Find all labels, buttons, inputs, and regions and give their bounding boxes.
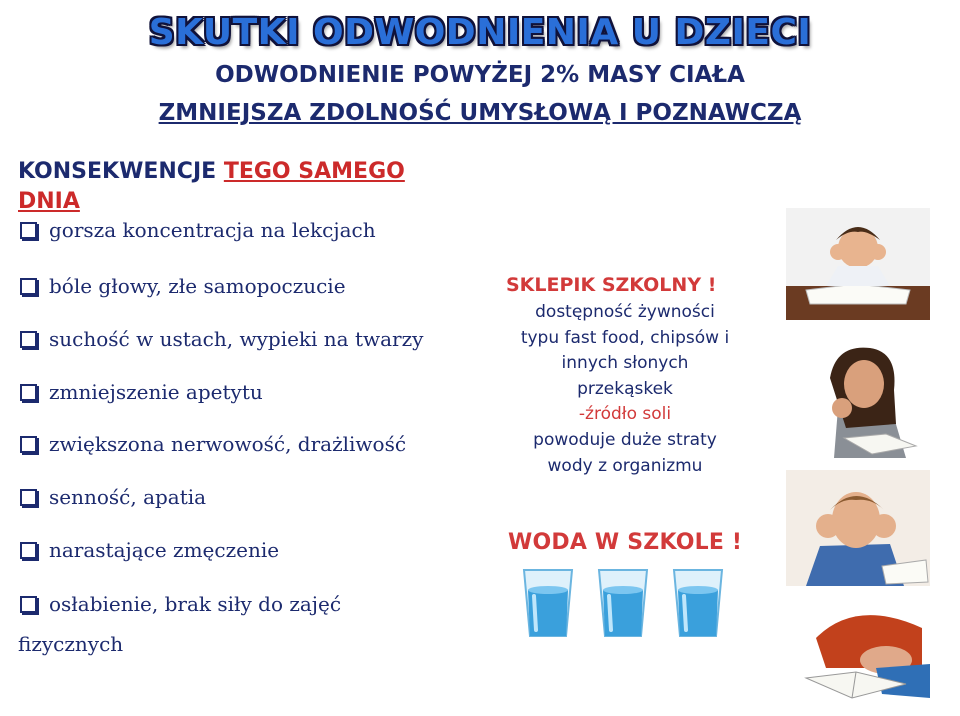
list-item: suchość w ustach, wypieki na twarzy (20, 327, 423, 351)
list-item-continuation: fizycznych (18, 632, 124, 656)
school-shop-heading: SKLEPIK SZKOLNY ! (506, 274, 717, 296)
checkbox-bullet-icon (20, 542, 37, 559)
checkbox-bullet-icon (20, 489, 37, 506)
water-glass-icon (595, 566, 651, 640)
checkbox-bullet-icon (20, 331, 37, 348)
checkbox-bullet-icon (20, 384, 37, 401)
list-item: senność, apatia (20, 485, 206, 509)
checkbox-bullet-icon (20, 436, 37, 453)
consequences-heading-highlight-2: DNIA (18, 189, 80, 214)
consequences-heading-highlight-1: TEGO SAMEGO (223, 159, 405, 184)
list-item: osłabienie, brak siły do zajęć (20, 592, 341, 616)
page-title: SKUTKI ODWODNIENIA U DZIECI (148, 12, 812, 53)
subtitle-line-1: ODWODNIENIE POWYŻEJ 2% MASY CIAŁA (215, 62, 745, 88)
checkbox-bullet-icon (20, 596, 37, 613)
list-item: zwiększona nerwowość, drażliwość (20, 432, 406, 456)
bored-girl-photo (786, 338, 930, 458)
checkbox-bullet-icon (20, 278, 37, 295)
boy-holding-head-photo (786, 470, 930, 586)
subtitle-line-2: ZMNIEJSZA ZDOLNOŚĆ UMYSŁOWĄ I POZNAWCZĄ (158, 100, 802, 126)
list-item: narastające zmęczenie (20, 538, 279, 562)
consequences-heading-prefix: KONSEKWENCJE (18, 159, 224, 184)
consequences-heading (18, 157, 438, 217)
list-item: gorsza koncentracja na lekcjach (20, 218, 376, 242)
school-shop-text: dostępność żywności typu fast food, chipsów i innych słonych przekąskek -źródło soli powoduje duże straty wody z organizmu (520, 302, 730, 476)
water-glass-icon (520, 566, 576, 640)
water-glass-icon (670, 566, 726, 640)
list-item: zmniejszenie apetytu (20, 380, 263, 404)
water-slogan: WODA W SZKOLE ! (508, 530, 743, 555)
checkbox-bullet-icon (20, 222, 37, 239)
girl-asleep-on-books-photo (786, 598, 930, 710)
tired-boy-with-books-photo (786, 208, 930, 320)
list-item: bóle głowy, złe samopoczucie (20, 274, 346, 298)
